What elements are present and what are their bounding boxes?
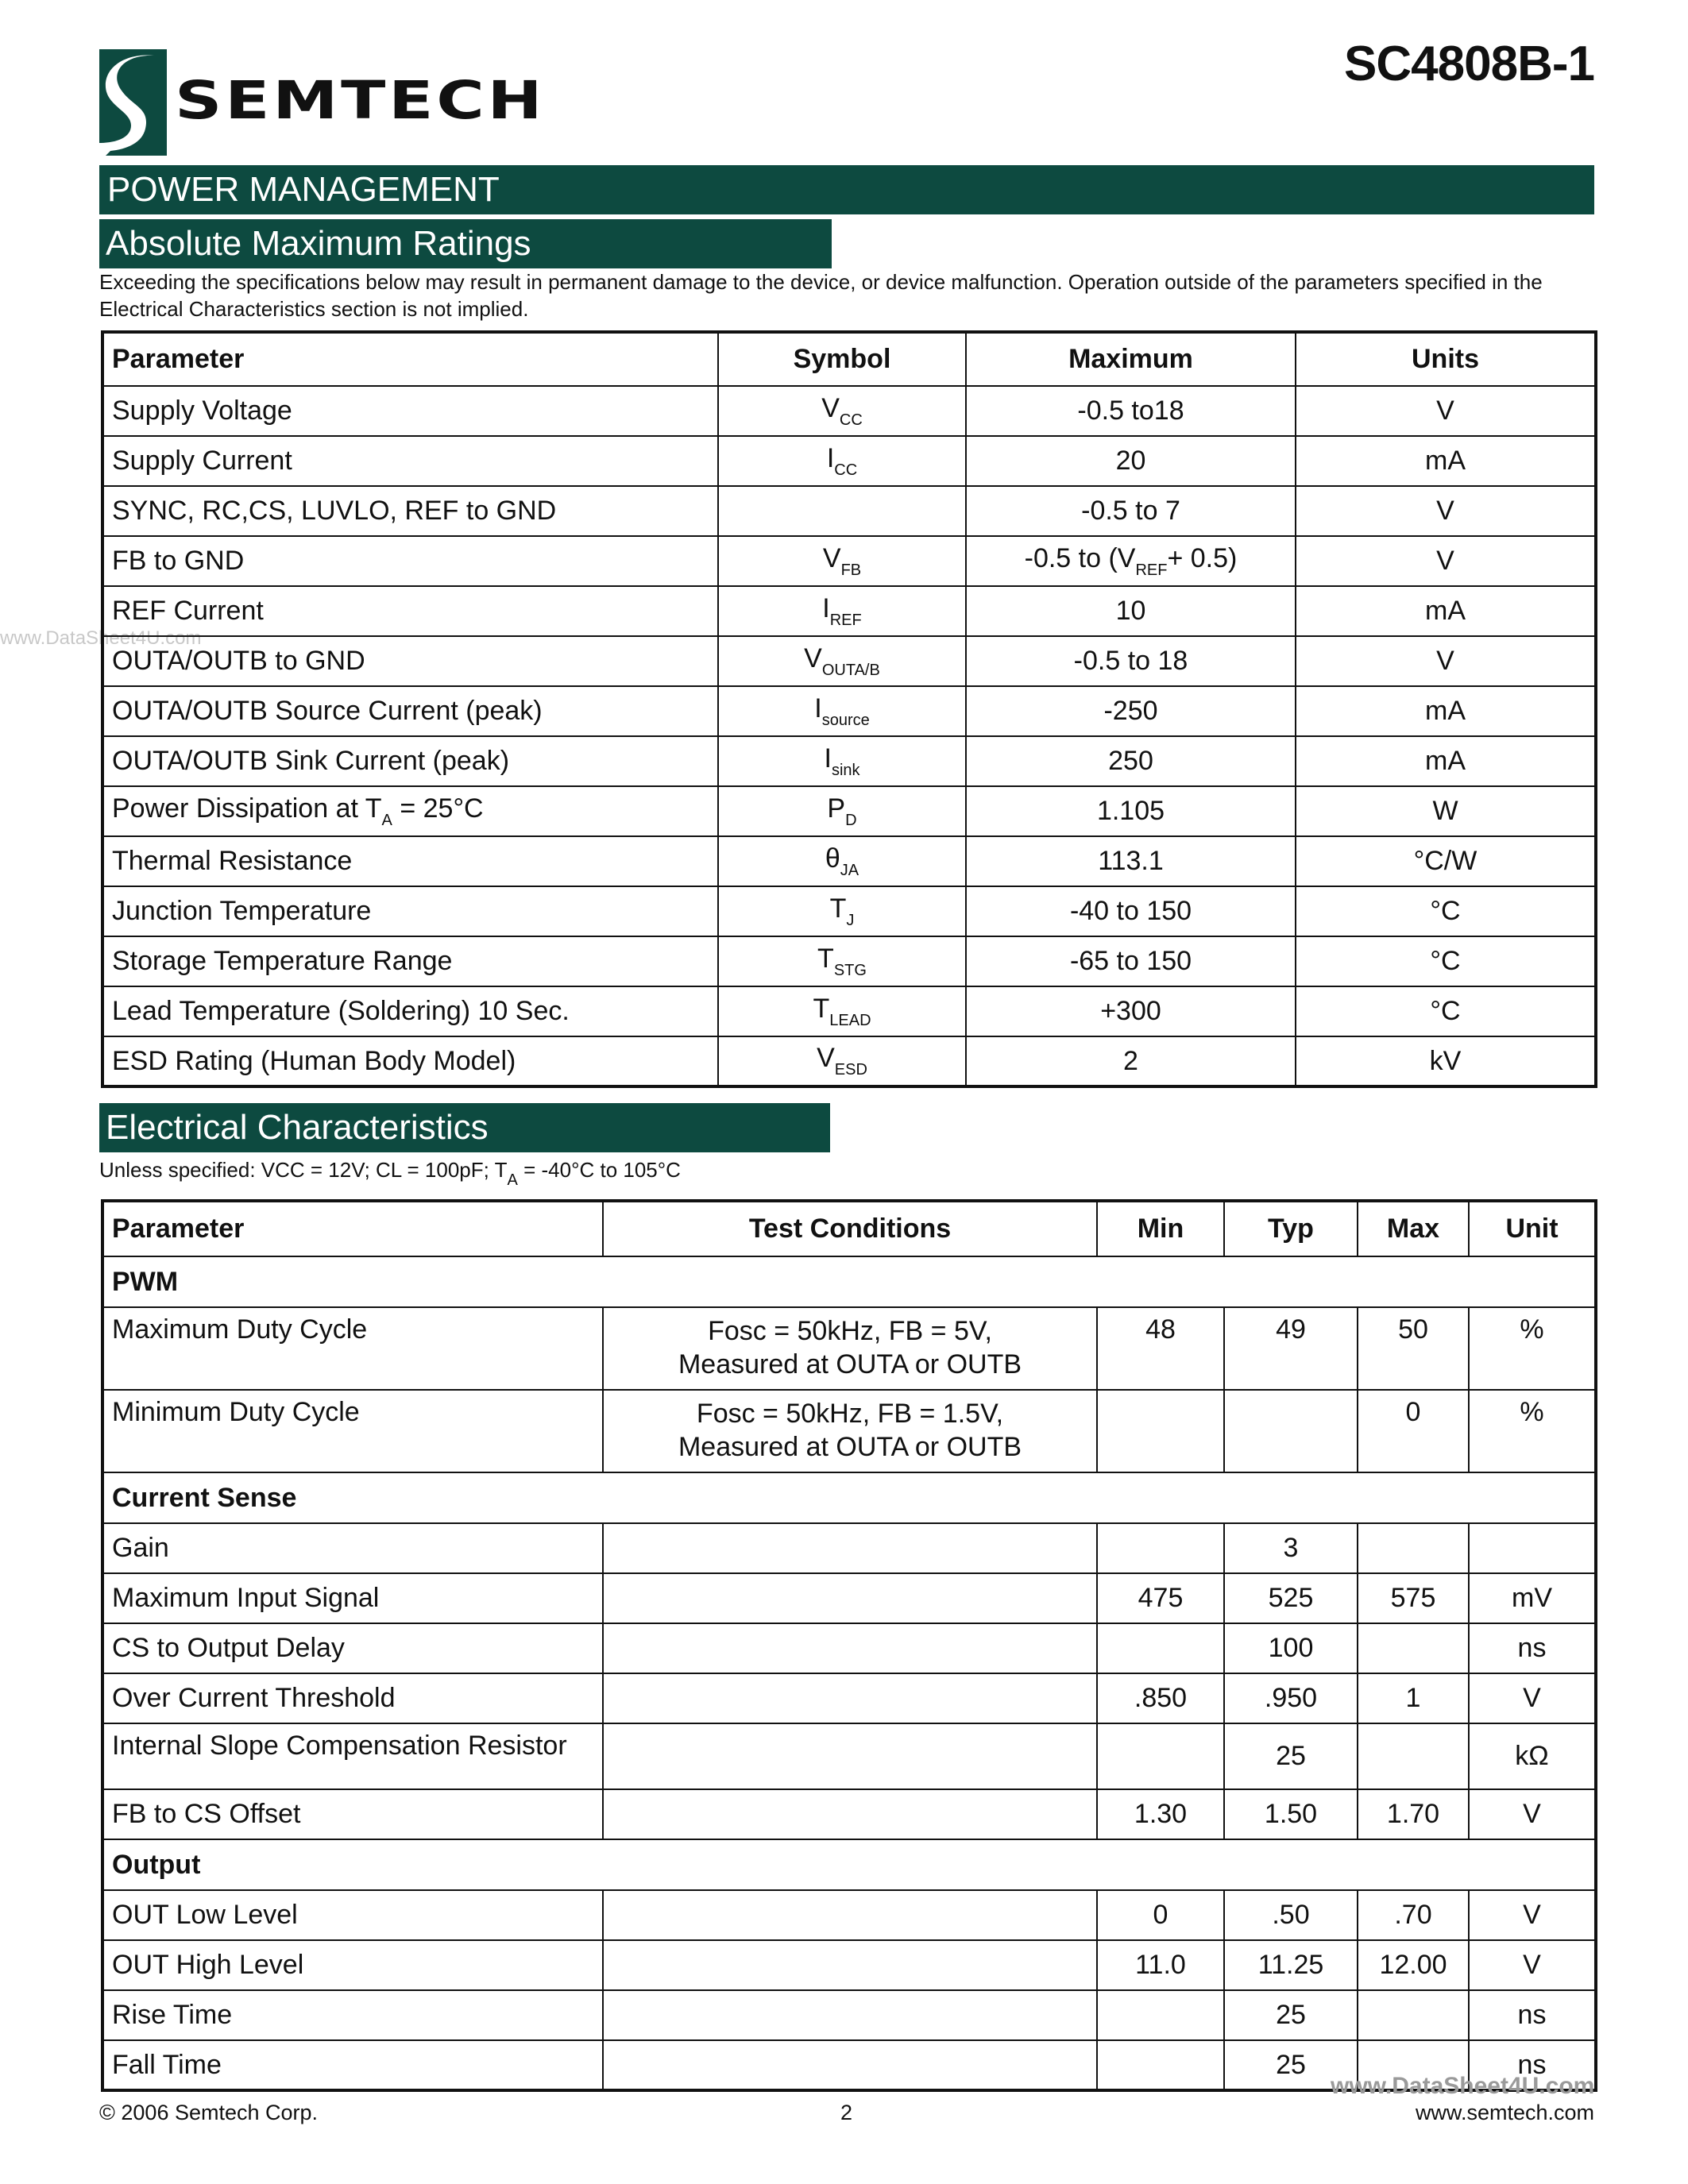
table-row: [102, 1573, 1596, 1623]
maximum-cell: -250: [966, 686, 1296, 736]
conditions-cell: [603, 2040, 1097, 2090]
units-cell: mA: [1296, 686, 1596, 736]
table-row: [102, 1789, 1596, 1839]
symbol-cell: $V_{FB}$: [718, 536, 966, 586]
unit-cell: %: [1469, 1307, 1596, 1390]
table-row: [102, 636, 1596, 686]
max-cell: 575: [1358, 1573, 1469, 1623]
maximum-cell: 1.105: [966, 786, 1296, 836]
max-cell: [1358, 1990, 1469, 2040]
param-cell: FB to CS Offset: [102, 1789, 603, 1839]
table-row: [102, 486, 1596, 536]
param-cell: Power Dissipation at $T_A = 25^\circ C$: [102, 786, 718, 836]
min-cell: 48: [1097, 1307, 1224, 1390]
abs-max-table: [101, 330, 1597, 1088]
conditions-cell: [603, 1890, 1097, 1940]
typ-cell: .50: [1224, 1890, 1358, 1940]
param-cell: ESD Rating (Human Body Model): [102, 1036, 718, 1086]
param-cell: Junction Temperature: [102, 886, 718, 936]
conditions-cell: [603, 1789, 1097, 1839]
conditions-cell: [603, 1573, 1097, 1623]
min-cell: [1097, 1623, 1224, 1673]
symbol-cell: $\theta_{JA}$: [718, 836, 966, 886]
maximum-cell: 20: [966, 436, 1296, 486]
table-row: [102, 386, 1596, 436]
table-row: [102, 1723, 1596, 1789]
symbol-cell: $I_{CC}$: [718, 436, 966, 486]
unit-cell: mV: [1469, 1573, 1596, 1623]
group-label: PWM: [102, 1256, 1596, 1307]
conditions-cell: [603, 1990, 1097, 2040]
maximum-cell: 250: [966, 736, 1296, 786]
param-cell: Supply Current: [102, 436, 718, 486]
max-cell: [1358, 1723, 1469, 1789]
unit-cell: [1469, 1523, 1596, 1573]
max-cell: .70: [1358, 1890, 1469, 1940]
typ-cell: 100: [1224, 1623, 1358, 1673]
param-cell: Supply Voltage: [102, 386, 718, 436]
group-row-pwm: [102, 1256, 1596, 1307]
typ-cell: .950: [1224, 1673, 1358, 1723]
max-cell: 12.00: [1358, 1940, 1469, 1990]
param-cell: OUT High Level: [102, 1940, 603, 1990]
maximum-cell: -0.5 to 7: [966, 486, 1296, 536]
min-cell: [1097, 1523, 1224, 1573]
table-row: [102, 936, 1596, 986]
typ-cell: 1.50: [1224, 1789, 1358, 1839]
typ-cell: 25: [1224, 2040, 1358, 2090]
units-cell: V: [1296, 486, 1596, 536]
elec-char-title: Electrical Characteristics: [99, 1103, 830, 1152]
footer-url[interactable]: www.semtech.com: [1415, 2101, 1594, 2124]
col-header-typ: Typ: [1224, 1201, 1358, 1256]
col-header-parameter: Parameter: [102, 1201, 603, 1256]
unit-cell: ns: [1469, 1623, 1596, 1673]
table-row: [102, 1623, 1596, 1673]
symbol-cell: $I_{sink}$: [718, 736, 966, 786]
group-label: Output: [102, 1839, 1596, 1890]
symbol-cell: $P_D$: [718, 786, 966, 836]
col-header-unit: Unit: [1469, 1201, 1596, 1256]
param-cell: OUTA/OUTB Sink Current (peak): [102, 736, 718, 786]
unit-cell: kΩ: [1469, 1723, 1596, 1789]
units-cell: kV: [1296, 1036, 1596, 1086]
col-header-units: Units: [1296, 332, 1596, 386]
table-row: [102, 786, 1596, 836]
conditions-cell: [603, 1723, 1097, 1789]
table-row: [102, 1036, 1596, 1086]
maximum-cell: 2: [966, 1036, 1296, 1086]
table-row: [102, 536, 1596, 586]
max-cell: [1358, 1623, 1469, 1673]
abs-max-title: Absolute Maximum Ratings: [99, 219, 832, 268]
conditions-cell: [603, 1623, 1097, 1673]
table-row: [102, 736, 1596, 786]
table-row: [102, 1890, 1596, 1940]
symbol-cell: [718, 486, 966, 536]
units-cell: W: [1296, 786, 1596, 836]
typ-cell: 25: [1224, 1990, 1358, 2040]
units-cell: V: [1296, 536, 1596, 586]
table-row: [102, 586, 1596, 636]
param-cell: Gain: [102, 1523, 603, 1573]
table-row: [102, 1390, 1596, 1472]
min-cell: [1097, 1390, 1224, 1472]
symbol-cell: $T_{STG}$: [718, 936, 966, 986]
col-header-symbol: Symbol: [718, 332, 966, 386]
param-cell: Lead Temperature (Soldering) 10 Sec.: [102, 986, 718, 1036]
unit-cell: ns: [1469, 2040, 1596, 2090]
conditions-cell: [603, 1523, 1097, 1573]
min-cell: .850: [1097, 1673, 1224, 1723]
param-cell: CS to Output Delay: [102, 1623, 603, 1673]
page-number: 2: [840, 2101, 853, 2124]
col-header-min: Min: [1097, 1201, 1224, 1256]
unit-cell: V: [1469, 1789, 1596, 1839]
maximum-cell: -0.5 to $(V_{REF}+ 0.5)$: [966, 536, 1296, 586]
param-cell: Internal Slope Compensation Resistor: [102, 1723, 603, 1789]
units-cell: V: [1296, 636, 1596, 686]
param-cell: Rise Time: [102, 1990, 603, 2040]
param-cell: OUT Low Level: [102, 1890, 603, 1940]
symbol-cell: $I_{source}$: [718, 686, 966, 736]
symbol-cell: $T_J$: [718, 886, 966, 936]
table-row: [102, 686, 1596, 736]
col-header-parameter: Parameter: [102, 332, 718, 386]
conditions-cell: [603, 1673, 1097, 1723]
table-header-row: [102, 1201, 1596, 1256]
col-header-maximum: Maximum: [966, 332, 1296, 386]
unit-cell: ns: [1469, 1990, 1596, 2040]
table-row: [102, 1990, 1596, 2040]
param-cell: OUTA/OUTB Source Current (peak): [102, 686, 718, 736]
table-row: [102, 1940, 1596, 1990]
category-band: POWER MANAGEMENT: [99, 165, 1594, 214]
units-cell: °C: [1296, 886, 1596, 936]
watermark-right: www.DataSheet4U.com: [1331, 2073, 1595, 2099]
conditions-cell: Fosc = 50kHz, FB = 5V, Measured at OUTA or OUTB: [603, 1307, 1097, 1390]
param-cell: Storage Temperature Range: [102, 936, 718, 986]
units-cell: °C/W: [1296, 836, 1596, 886]
symbol-cell: $V_{OUTA/B}$: [718, 636, 966, 686]
brand-name: SEMTECH: [175, 70, 546, 131]
units-cell: °C: [1296, 936, 1596, 986]
col-header-test-conditions: Test Conditions: [603, 1201, 1097, 1256]
min-cell: 0: [1097, 1890, 1224, 1940]
unit-cell: %: [1469, 1390, 1596, 1472]
max-cell: 50: [1358, 1307, 1469, 1390]
col-header-max: Max: [1358, 1201, 1469, 1256]
max-cell: [1358, 1523, 1469, 1573]
param-cell: Maximum Input Signal: [102, 1573, 603, 1623]
param-cell: Fall Time: [102, 2040, 603, 2090]
elec-char-conditions: Unless specified: VCC = 12V; CL = 100pF; $T_A = -40^\circ C$ to 105°C: [99, 1158, 681, 1189]
symbol-cell: $V_{ESD}$: [718, 1036, 966, 1086]
table-row: [102, 436, 1596, 486]
param-cell: Over Current Threshold: [102, 1673, 603, 1723]
table-row: [102, 886, 1596, 936]
conditions-cell: [603, 1940, 1097, 1990]
units-cell: V: [1296, 386, 1596, 436]
units-cell: mA: [1296, 586, 1596, 636]
table-row: [102, 1673, 1596, 1723]
unit-cell: V: [1469, 1940, 1596, 1990]
group-label: Current Sense: [102, 1472, 1596, 1523]
unit-cell: V: [1469, 1890, 1596, 1940]
unit-cell: V: [1469, 1673, 1596, 1723]
semtech-logo-icon: [99, 49, 167, 156]
symbol-cell: $V_{CC}$: [718, 386, 966, 436]
abs-max-note: Exceeding the specifications below may result in permanent damage to the device, or device malfunction. Operation outside of the parameters specified in the Electrical Characteristics section is not implied.: [99, 270, 1543, 321]
table-row: [102, 986, 1596, 1036]
maximum-cell: -0.5 to 18: [966, 636, 1296, 686]
typ-cell: 3: [1224, 1523, 1358, 1573]
table-row: [102, 1307, 1596, 1390]
maximum-cell: -0.5 to18: [966, 386, 1296, 436]
min-cell: [1097, 2040, 1224, 2090]
min-cell: 475: [1097, 1573, 1224, 1623]
min-cell: [1097, 1990, 1224, 2040]
maximum-cell: +300: [966, 986, 1296, 1036]
min-cell: 11.0: [1097, 1940, 1224, 1990]
group-row-output: [102, 1839, 1596, 1890]
group-row-current-sense: [102, 1472, 1596, 1523]
typ-cell: 49: [1224, 1307, 1358, 1390]
max-cell: 1: [1358, 1673, 1469, 1723]
param-cell: FB to GND: [102, 536, 718, 586]
param-cell: Maximum Duty Cycle: [102, 1307, 603, 1390]
part-number: SC4808B-1: [1344, 37, 1594, 91]
watermark-left: www.DataSheet4U.com: [0, 627, 202, 649]
maximum-cell: 10: [966, 586, 1296, 636]
param-cell: Minimum Duty Cycle: [102, 1390, 603, 1472]
symbol-cell: $T_{LEAD}$: [718, 986, 966, 1036]
typ-cell: [1224, 1390, 1358, 1472]
conditions-cell: Fosc = 50kHz, FB = 1.5V, Measured at OUTA or OUTB: [603, 1390, 1097, 1472]
param-cell: SYNC, RC,CS, LUVLO, REF to GND: [102, 486, 718, 536]
param-cell: OUTA/OUTB to GND: [102, 636, 718, 686]
param-cell: Thermal Resistance: [102, 836, 718, 886]
min-cell: [1097, 1723, 1224, 1789]
typ-cell: 11.25: [1224, 1940, 1358, 1990]
elec-char-table: [101, 1199, 1597, 2092]
units-cell: °C: [1296, 986, 1596, 1036]
table-row: [102, 836, 1596, 886]
max-cell: 0: [1358, 1390, 1469, 1472]
min-cell: 1.30: [1097, 1789, 1224, 1839]
max-cell: 1.70: [1358, 1789, 1469, 1839]
footer-copyright: © 2006 Semtech Corp.: [99, 2101, 319, 2124]
symbol-cell: $I_{REF}$: [718, 586, 966, 636]
param-cell: REF Current: [102, 586, 718, 636]
maximum-cell: -40 to 150: [966, 886, 1296, 936]
maximum-cell: 113.1: [966, 836, 1296, 886]
units-cell: mA: [1296, 736, 1596, 786]
typ-cell: 525: [1224, 1573, 1358, 1623]
maximum-cell: -65 to 150: [966, 936, 1296, 986]
units-cell: mA: [1296, 436, 1596, 486]
table-row: [102, 1523, 1596, 1573]
typ-cell: 25: [1224, 1723, 1358, 1789]
table-header-row: [102, 332, 1596, 386]
